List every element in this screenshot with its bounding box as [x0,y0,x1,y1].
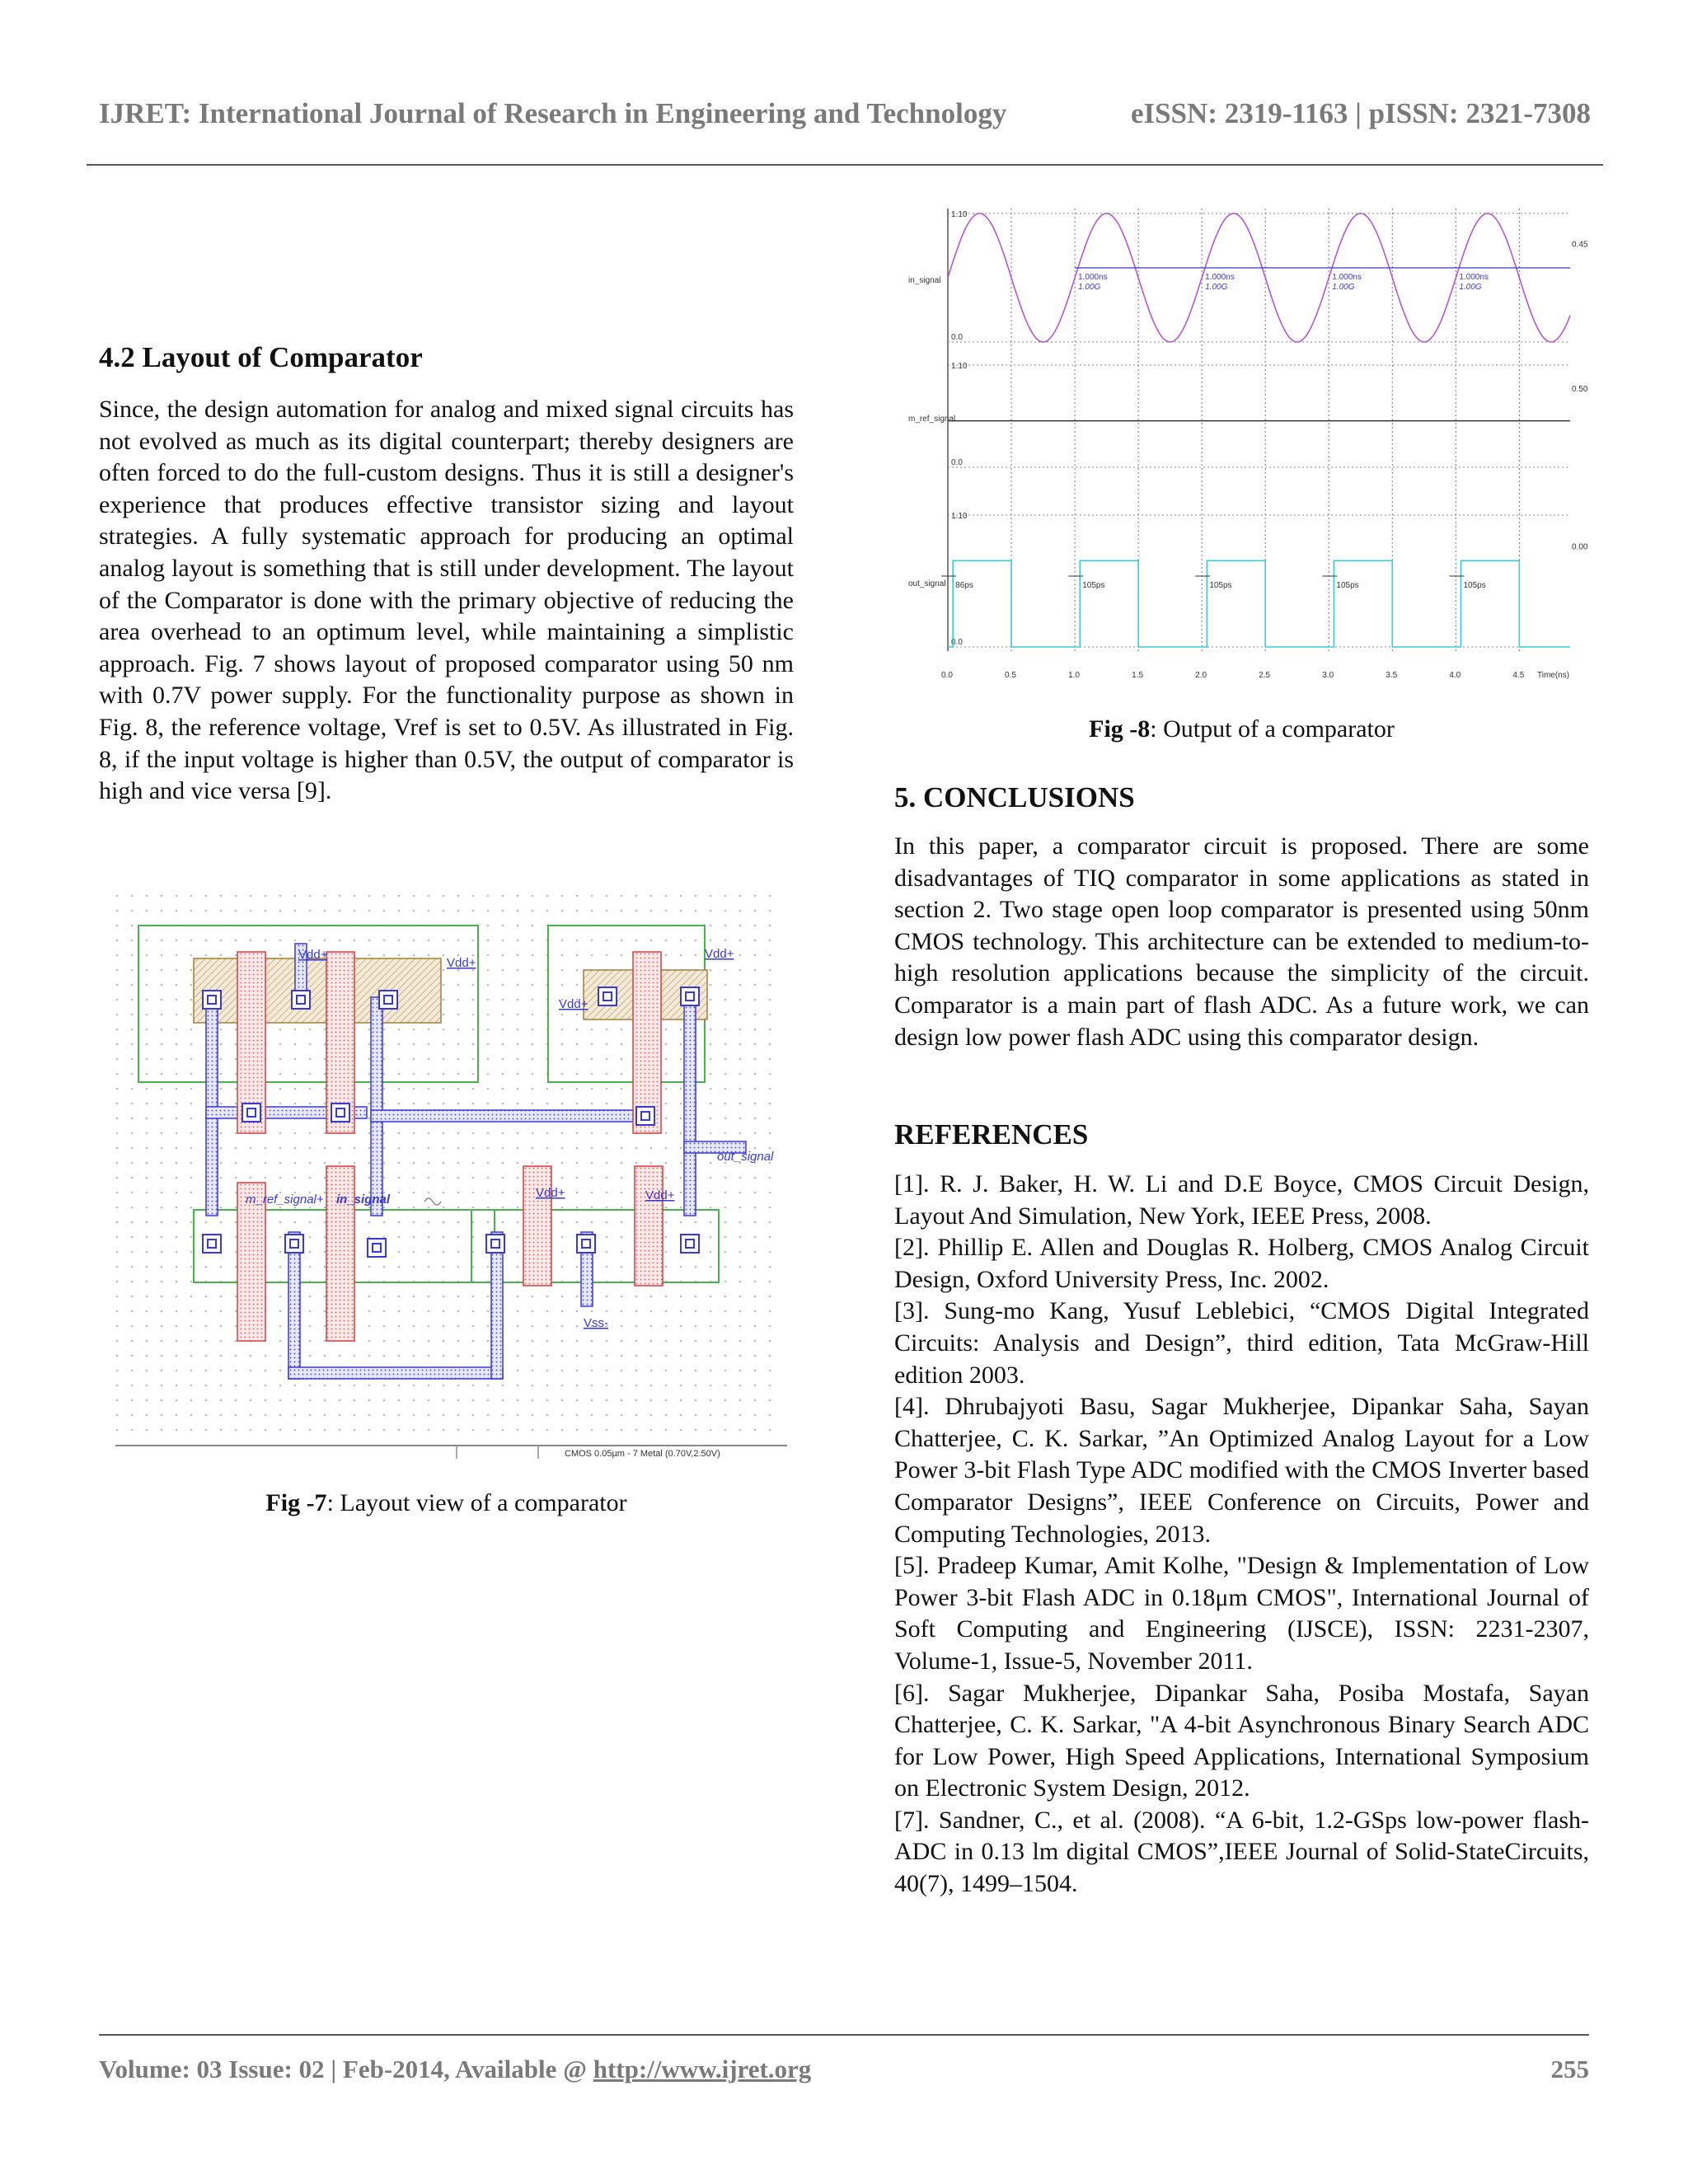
poly-gate [635,1166,663,1286]
page-number: 255 [1550,2055,1589,2083]
y-tick-label: 1.10 [951,512,968,521]
conclusions-body [894,831,1589,1053]
journal-url-link[interactable]: http://www.ijret.org [593,2055,812,2083]
fig8-waveform-chart [898,202,1588,684]
label-vss: Vss- [584,1316,608,1330]
metal-route [491,1232,503,1379]
label-vdd: Vdd+ [298,948,328,962]
x-tick-label: 0.5 [1005,671,1016,680]
footer-rule [99,2034,1589,2036]
x-tick-label: 2.0 [1195,671,1207,680]
delay-label: 105ps [1209,581,1232,590]
section-heading-4-2: 4.2 Layout of Comparator [99,341,423,373]
fig8-caption-label: Fig -8 [1089,715,1151,743]
reference-item: [5]. Pradeep Kumar, Amit Kolhe, "Design & Implementation of Low Power 3-bit Flash ADC in 0.18μm CMOS", International Journal of Soft Computing and Engineering (IJSCE), ISSN: 2231-2307, Volume-1, Issue-5, November 2011. [894,1552,1589,1675]
label-m-ref-signal: m_ref_signal+ [246,1193,324,1207]
layout-status-bar: CMOS 0.05µm - 7 Metal (0.70V,2.50V) [565,1449,720,1459]
issn: eISSN: 2319-1163 | pISSN: 2321-7308 [1130,97,1591,129]
section-4-2-body [99,394,794,808]
metal-route [288,1367,503,1379]
reference-item: [2]. Phillip E. Allen and Douglas R. Holberg, CMOS Analog Circuit Design, Oxford University Press, Inc. 2002. [894,1234,1589,1293]
x-tick-label: 4.0 [1449,671,1461,680]
period-label: 1.000ns [1332,273,1362,282]
delay-label: 105ps [1082,581,1105,590]
period-label: 1.000ns [1205,273,1235,282]
reference-item: [3]. Sung-mo Kang, Yusuf Leblebici, “CMOS Digital Integrated Circuits: Analysis and Design”, third edition, Tata McGraw-Hill edition 2003. [894,1297,1589,1389]
x-tick-label: 4.5 [1512,671,1525,680]
conclusions-heading: 5. CONCLUSIONS [894,781,1135,813]
label-vdd: Vdd+ [536,1186,565,1200]
footer-volume-text: Volume: 03 Issue: 02 | Feb-2014, Available @ [99,2055,593,2083]
fig7-layout-view [115,894,787,1459]
metal-route [684,997,696,1216]
y-tick-label: 0.0 [951,458,963,467]
y-tick-label: 1.10 [951,362,968,371]
frequency-label: 1.00G [1205,283,1228,292]
metal-route [371,1110,643,1122]
fig7-caption [99,1489,794,1517]
references-list [894,1169,1589,1900]
label-out-signal: out_signal [717,1150,774,1164]
reference-item: [7]. Sandner, C., et al. (2008). “A 6-bit, 1.2-GSps low-power flash-ADC in 0.13 lm digital CMOS”,IEEE Journal of Solid-StateCircuits, 40(7), 1499–1504. [894,1806,1589,1898]
frequency-label: 1.00G [1078,283,1101,292]
period-label: 1.000ns [1459,273,1489,282]
header-rule [87,164,1603,166]
footer-volume [99,2055,811,2084]
trace-name: in_signal [908,276,941,285]
y-tick-label: 0.0 [951,638,963,647]
x-tick-label: 3.0 [1322,671,1334,680]
metal-route [288,1232,300,1379]
references-heading: REFERENCES [894,1118,1089,1151]
x-tick-label: 0.0 [941,671,953,680]
x-tick-label: 2.5 [1259,671,1271,680]
label-vdd: Vdd+ [447,956,476,970]
paragraph: Since, the design automation for analog and mixed signal circuits has not evolved as much as its digital counterpart; thereby designers are often forced to do the full-custom designs. Thus it is still a designer's experience that produces effective transistor sizing and layout strategies. A fully systematic approach for producing an optimal analog layout is something that is still under development. The layout of the Comparator is done with the primary objective of reducing the area overhead to an optimum level, while maintaining a simplistic approach. Fig. 7 shows layout of proposed comparator using 50 nm with 0.7V power supply. For the functionality purpose as shown in Fig. 8, the reference voltage, Vref is set to 0.5V. As illustrated in Fig. 8, if the input voltage is higher than 0.5V, the output of comparator is high and vice versa [9]. [99,396,794,805]
label-vdd: Vdd+ [705,947,734,961]
paragraph: In this paper, a comparator circuit is proposed. There are some disadvantages of TIQ comparator in some applications as stated in section 2. Two stage open loop comparator is presented using 50nm CMOS technology. This architecture can be extended to medium-to-high resolution applications because the simplicity of the circuit. Comparator is a main part of flash ADC. As a future work, we can design low power flash ADC using this comparator design. [894,832,1589,1051]
delay-label: 86ps [955,581,973,590]
frequency-label: 1.00G [1332,283,1355,292]
trace-value-label: 0.45 [1572,240,1588,250]
x-axis-label: Time(ns) [1537,671,1570,680]
fig8-caption [894,715,1589,743]
frequency-label: 1.00G [1459,283,1482,292]
delay-label: 105ps [1336,581,1359,590]
reference-item: [1]. R. J. Baker, H. W. Li and D.E Boyce, CMOS Circuit Design, Layout And Simulation, New York, IEEE Press, 2008. [894,1170,1589,1230]
x-tick-label: 1.0 [1068,671,1080,680]
period-label: 1.000ns [1078,273,1108,282]
fig8-caption-text: : Output of a comparator [1150,715,1395,743]
fig7-caption-text: : Layout view of a comparator [326,1489,627,1516]
delay-label: 105ps [1463,581,1486,590]
x-tick-label: 1.5 [1132,671,1144,680]
fig7-caption-label: Fig -7 [265,1489,327,1516]
reference-item: [6]. Sagar Mukherjee, Dipankar Saha, Posiba Mostafa, Sayan Chatterjee, C. K. Sarkar, "A 4-bit Asynchronous Binary Search ADC for Low Power, High Speed Applications, International Symposium on Electronic System Design, 2012. [894,1679,1589,1802]
trace-name: m_ref_signal [908,415,956,424]
y-tick-label: 1.10 [951,210,968,219]
trace-name: out_signal [908,579,946,588]
label-in-signal: in_signal [336,1193,391,1207]
label-vdd: Vdd+ [559,997,588,1011]
active-pmos-left [194,958,441,1023]
poly-gate [523,1166,551,1286]
metal-route [371,997,382,1216]
reference-item: [4]. Dhrubajyoti Basu, Sagar Mukherjee, Dipankar Saha, Sayan Chatterjee, C. K. Sarkar, ”An Optimized Analog Layout for a Low Power 3-bit Flash Type ADC modified with the CMOS Inverter based Comparator Designs”, IEEE Conference on Circuits, Power and Computing Technologies, 2013. [894,1393,1589,1548]
y-tick-label: 0.0 [951,333,963,342]
trace-value-label: 0.50 [1572,385,1588,395]
x-tick-label: 3.5 [1386,671,1398,680]
journal-name: IJRET: International Journal of Research in Engineering and Technology [99,97,1007,129]
trace-value-label: 0.00 [1572,542,1588,552]
label-vdd: Vdd+ [645,1188,675,1202]
